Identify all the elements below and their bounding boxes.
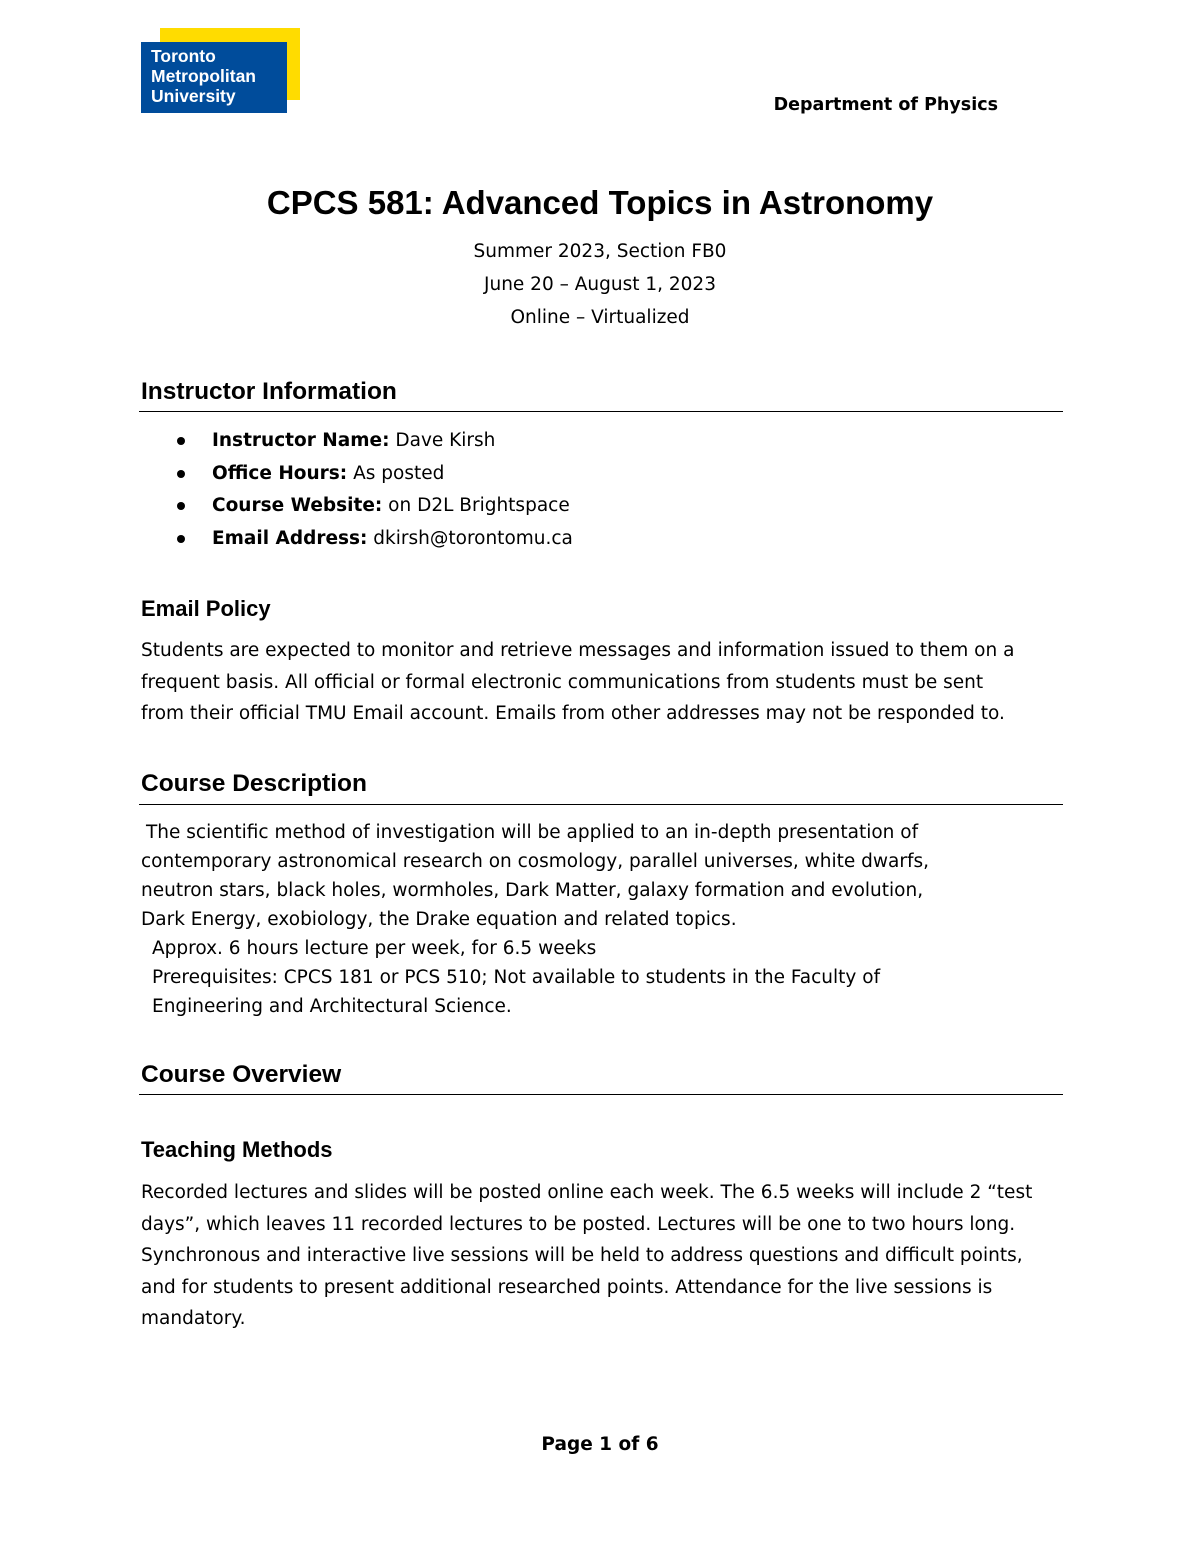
- page-number: Page 1 of 6: [541, 1434, 659, 1455]
- text-line: days”, which leaves 11 recorded lectures to be posted. Lectures will be one to two hours long.: [141, 1213, 1016, 1235]
- department-label: Department of Physics: [773, 95, 998, 115]
- logo-text-line: University: [151, 86, 236, 106]
- list-item: [141, 490, 1063, 523]
- item-label: Instructor Name:: [212, 430, 390, 451]
- teaching-methods-text: [141, 1177, 1071, 1335]
- item-label: Email Address:: [212, 528, 368, 550]
- email-policy-text: [141, 635, 1071, 730]
- logo-text-line: Toronto: [151, 46, 216, 66]
- text-line: Students are expected to monitor and retrieve messages and information issued to them on a: [141, 640, 1015, 661]
- section-divider: [139, 411, 1063, 412]
- instructor-list: [141, 425, 1063, 556]
- section-heading-instructor: Instructor Information: [141, 378, 397, 405]
- text-line: Engineering and Architectural Science.: [152, 996, 512, 1017]
- text-line: Synchronous and interactive live sessions will be held to address questions and difficult points,: [141, 1245, 1023, 1266]
- text-line: Dark Energy, exobiology, the Drake equation and related topics.: [141, 909, 737, 930]
- section-heading-email-policy: Email Policy: [141, 596, 271, 621]
- text-line: Approx. 6 hours lecture per week, for 6.5 weeks: [152, 938, 597, 959]
- text-line: The scientific method of investigation will be applied to an in-depth presentation of: [146, 822, 919, 843]
- list-item: [141, 425, 1063, 458]
- text-line: neutron stars, black holes, wormholes, Dark Matter, galaxy formation and evolution,: [141, 880, 924, 901]
- section-heading-course-description: Course Description: [141, 770, 367, 797]
- section-divider: [139, 1094, 1063, 1095]
- bullet-icon: [177, 502, 185, 510]
- text-line: Recorded lectures and slides will be posted online each week. The 6.5 weeks will include 2 “test: [141, 1182, 1033, 1203]
- list-item: [141, 458, 1063, 491]
- item-value: dkirsh@torontomu.ca: [367, 528, 573, 550]
- course-term: Summer 2023, Section FB0: [473, 241, 727, 262]
- item-value: As posted: [347, 462, 445, 484]
- section-heading-course-overview: Course Overview: [141, 1061, 342, 1088]
- bullet-icon: [177, 470, 185, 478]
- course-title: CPCS 581: Advanced Topics in Astronomy: [266, 184, 934, 221]
- text-line: Prerequisites: CPCS 181 or PCS 510; Not available to students in the Faculty of: [152, 967, 881, 988]
- text-line: mandatory.: [141, 1308, 246, 1329]
- item-value: Dave Kirsh: [389, 430, 496, 451]
- section-divider: [139, 804, 1063, 805]
- item-label: Course Website:: [212, 495, 383, 517]
- logo-text-line: Metropolitan: [151, 66, 256, 86]
- text-line: from their official TMU Email account. Emails from other addresses may not be responded to.: [141, 703, 1005, 724]
- item-label: Office Hours:: [212, 462, 348, 484]
- course-mode: Online – Virtualized: [510, 307, 690, 328]
- text-line: frequent basis. All official or formal electronic communications from students must be sent: [141, 671, 984, 693]
- logo-blue-block: [141, 42, 287, 113]
- list-item: [141, 523, 1063, 556]
- item-value: on D2L Brightspace: [382, 495, 570, 517]
- bullet-icon: [177, 535, 185, 543]
- text-line: contemporary astronomical research on cosmology, parallel universes, white dwarfs,: [141, 851, 930, 872]
- course-description-text: [141, 818, 1071, 1021]
- course-dates: June 20 – August 1, 2023: [484, 274, 716, 295]
- subsection-heading-teaching-methods: Teaching Methods: [141, 1137, 333, 1162]
- bullet-icon: [177, 437, 185, 445]
- text-line: and for students to present additional researched points. Attendance for the live sessions is: [141, 1276, 993, 1298]
- university-logo: [141, 28, 300, 114]
